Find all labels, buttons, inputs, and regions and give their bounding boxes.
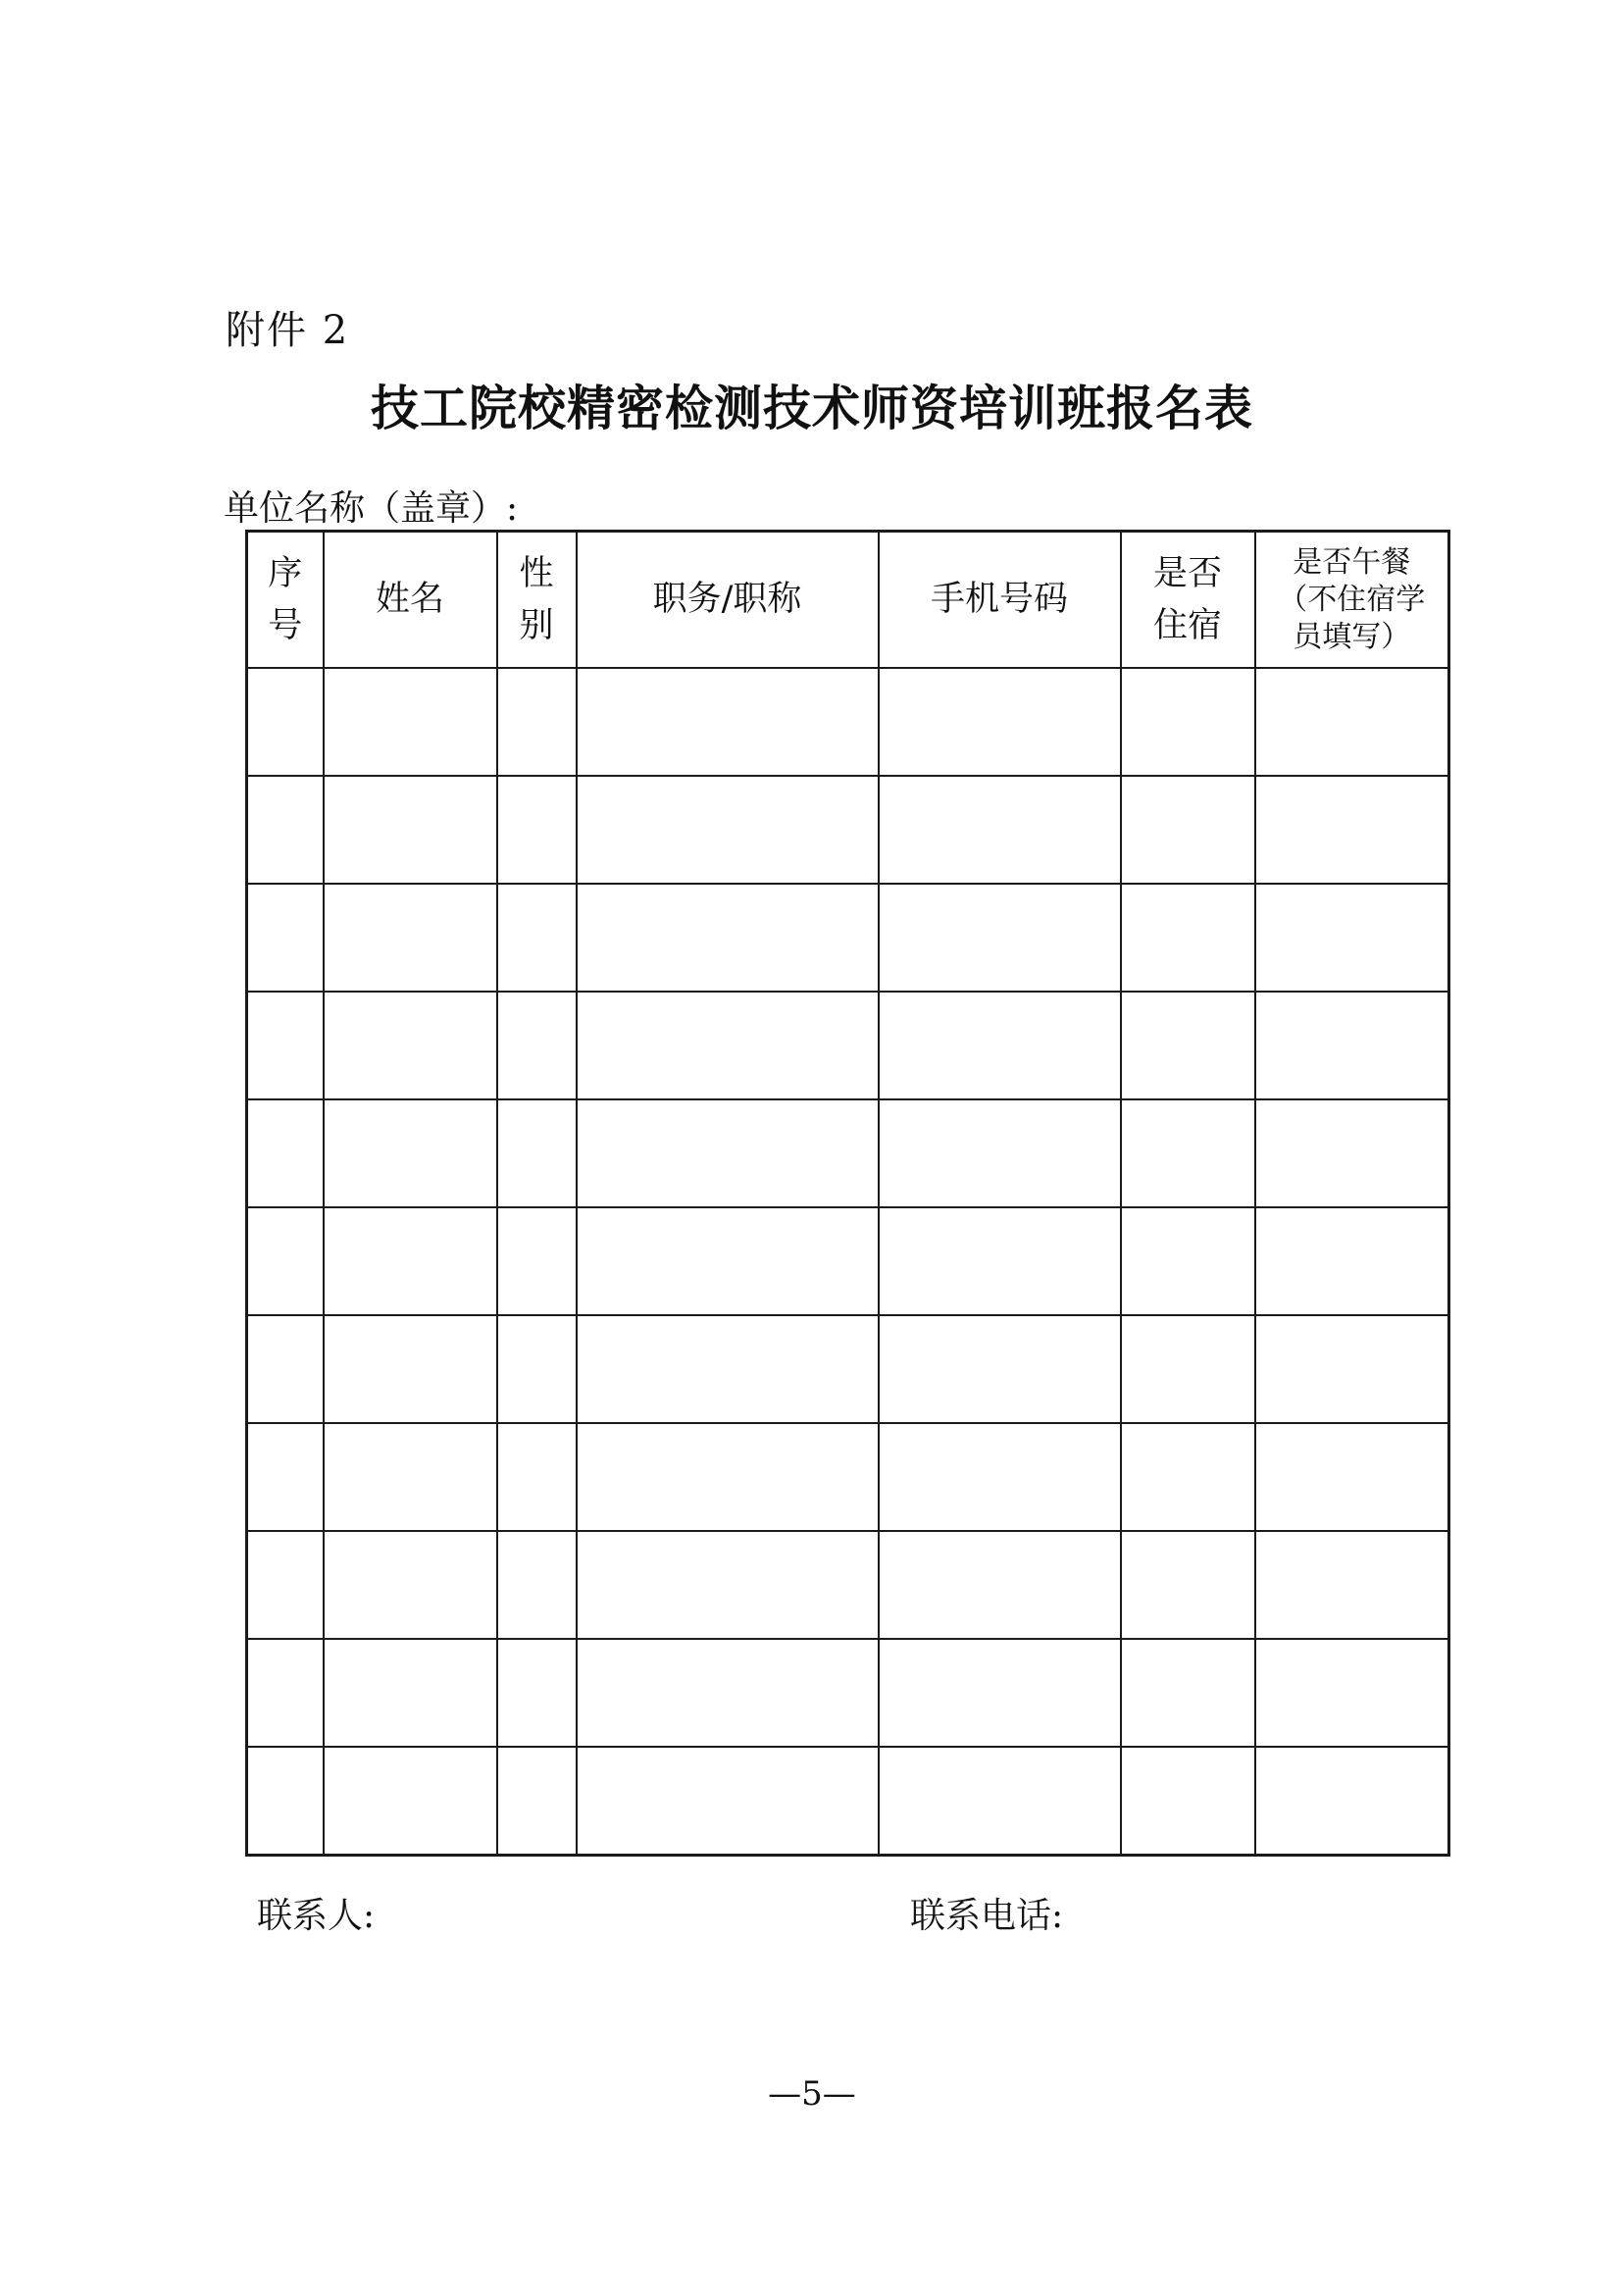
cell-lunch[interactable] — [1255, 1639, 1449, 1747]
cell-lunch[interactable] — [1255, 1099, 1449, 1207]
cell-gender[interactable] — [497, 776, 577, 884]
cell-gender[interactable] — [497, 1531, 577, 1639]
cell-gender[interactable] — [497, 1423, 577, 1531]
cell-position[interactable] — [577, 1207, 879, 1315]
cell-phone[interactable] — [879, 884, 1121, 992]
cell-name[interactable] — [324, 668, 497, 776]
page-number: —5— — [768, 2074, 856, 2114]
cell-gender[interactable] — [497, 1747, 577, 1856]
contact-person-label: 联系人: — [257, 1896, 376, 1936]
cell-name[interactable] — [324, 1099, 497, 1207]
cell-lunch[interactable] — [1255, 1423, 1449, 1531]
cell-lodging[interactable] — [1121, 992, 1255, 1099]
contact-phone-label: 联系电话: — [910, 1896, 1064, 1936]
cell-lodging[interactable] — [1121, 1747, 1255, 1856]
cell-name[interactable] — [324, 884, 497, 992]
cell-name[interactable] — [324, 1531, 497, 1639]
header-position: 职务/职称 — [577, 532, 879, 669]
cell-lodging[interactable] — [1121, 1531, 1255, 1639]
cell-position[interactable] — [577, 992, 879, 1099]
cell-seq[interactable] — [247, 1531, 324, 1639]
cell-position[interactable] — [577, 1099, 879, 1207]
cell-lunch[interactable] — [1255, 776, 1449, 884]
header-seq — [247, 532, 324, 669]
cell-name[interactable] — [324, 992, 497, 1099]
header-name: 姓名 — [324, 532, 497, 669]
cell-gender[interactable] — [497, 884, 577, 992]
table-row — [247, 1531, 1449, 1639]
header-seq-line-1: 序 — [268, 553, 303, 593]
page-title: 技工院校精密检测技术师资培训班报名表 — [370, 380, 1253, 436]
cell-gender[interactable] — [497, 992, 577, 1099]
cell-lodging[interactable] — [1121, 1207, 1255, 1315]
cell-lodging[interactable] — [1121, 1639, 1255, 1747]
cell-seq[interactable] — [247, 1315, 324, 1423]
cell-lunch[interactable] — [1255, 668, 1449, 776]
cell-lunch[interactable] — [1255, 1531, 1449, 1639]
header-gender-line-1: 性 — [519, 553, 554, 593]
cell-position[interactable] — [577, 1639, 879, 1747]
cell-gender[interactable] — [497, 1099, 577, 1207]
cell-seq[interactable] — [247, 992, 324, 1099]
cell-gender[interactable] — [497, 1639, 577, 1747]
cell-seq[interactable] — [247, 1747, 324, 1856]
cell-position[interactable] — [577, 776, 879, 884]
cell-seq[interactable] — [247, 1207, 324, 1315]
cell-phone[interactable] — [879, 668, 1121, 776]
cell-phone[interactable] — [879, 992, 1121, 1099]
header-lodging — [1121, 532, 1255, 669]
cell-phone[interactable] — [879, 1531, 1121, 1639]
cell-seq[interactable] — [247, 1423, 324, 1531]
header-seq-line-2: 号 — [268, 605, 303, 645]
cell-seq[interactable] — [247, 776, 324, 884]
header-lodging-line-1: 是否 — [1152, 553, 1222, 593]
cell-lunch[interactable] — [1255, 1315, 1449, 1423]
cell-phone[interactable] — [879, 1099, 1121, 1207]
cell-gender[interactable] — [497, 1315, 577, 1423]
cell-position[interactable] — [577, 1747, 879, 1856]
cell-lodging[interactable] — [1121, 1099, 1255, 1207]
table-row — [247, 1099, 1449, 1207]
cell-position[interactable] — [577, 1315, 879, 1423]
cell-seq[interactable] — [247, 1639, 324, 1747]
cell-gender[interactable] — [497, 668, 577, 776]
cell-lodging[interactable] — [1121, 1315, 1255, 1423]
table-row — [247, 1747, 1449, 1856]
cell-lunch[interactable] — [1255, 1747, 1449, 1856]
cell-lodging[interactable] — [1121, 1423, 1255, 1531]
cell-lodging[interactable] — [1121, 776, 1255, 884]
cell-lunch[interactable] — [1255, 884, 1449, 992]
cell-name[interactable] — [324, 1315, 497, 1423]
table-row — [247, 1207, 1449, 1315]
header-gender-line-2: 别 — [519, 605, 554, 645]
header-lunch-line-3: 员填写） — [1293, 619, 1411, 654]
cell-phone[interactable] — [879, 1207, 1121, 1315]
cell-position[interactable] — [577, 1531, 879, 1639]
table-row — [247, 1639, 1449, 1747]
cell-lodging[interactable] — [1121, 668, 1255, 776]
header-gender — [497, 532, 577, 669]
cell-name[interactable] — [324, 1639, 497, 1747]
cell-seq[interactable] — [247, 668, 324, 776]
cell-lunch[interactable] — [1255, 992, 1449, 1099]
cell-phone[interactable] — [879, 1315, 1121, 1423]
cell-lodging[interactable] — [1121, 884, 1255, 992]
cell-name[interactable] — [324, 1423, 497, 1531]
table-row — [247, 992, 1449, 1099]
header-lunch — [1255, 532, 1449, 669]
table-row — [247, 668, 1449, 776]
table-body — [247, 668, 1449, 1856]
attachment-label: 附件 2 — [226, 308, 350, 353]
header-phone: 手机号码 — [879, 532, 1121, 669]
cell-name[interactable] — [324, 1747, 497, 1856]
table-row — [247, 776, 1449, 884]
table-header-row — [247, 532, 1449, 669]
cell-position[interactable] — [577, 884, 879, 992]
cell-seq[interactable] — [247, 884, 324, 992]
cell-phone[interactable] — [879, 1639, 1121, 1747]
header-lunch-line-2: （不住宿学 — [1278, 582, 1426, 617]
cell-name[interactable] — [324, 1207, 497, 1315]
table-row — [247, 884, 1449, 992]
cell-seq[interactable] — [247, 1099, 324, 1207]
cell-phone[interactable] — [879, 776, 1121, 884]
cell-position[interactable] — [577, 668, 879, 776]
header-lunch-line-1: 是否午餐 — [1293, 544, 1411, 580]
registration-table — [245, 530, 1450, 1857]
cell-name[interactable] — [324, 776, 497, 884]
table-row — [247, 1315, 1449, 1423]
cell-gender[interactable] — [497, 1207, 577, 1315]
cell-position[interactable] — [577, 1423, 879, 1531]
table-row — [247, 1423, 1449, 1531]
header-lodging-line-2: 住宿 — [1152, 605, 1222, 645]
cell-lunch[interactable] — [1255, 1207, 1449, 1315]
cell-phone[interactable] — [879, 1747, 1121, 1856]
cell-phone[interactable] — [879, 1423, 1121, 1531]
unit-name-label: 单位名称（盖章）: — [224, 488, 519, 529]
